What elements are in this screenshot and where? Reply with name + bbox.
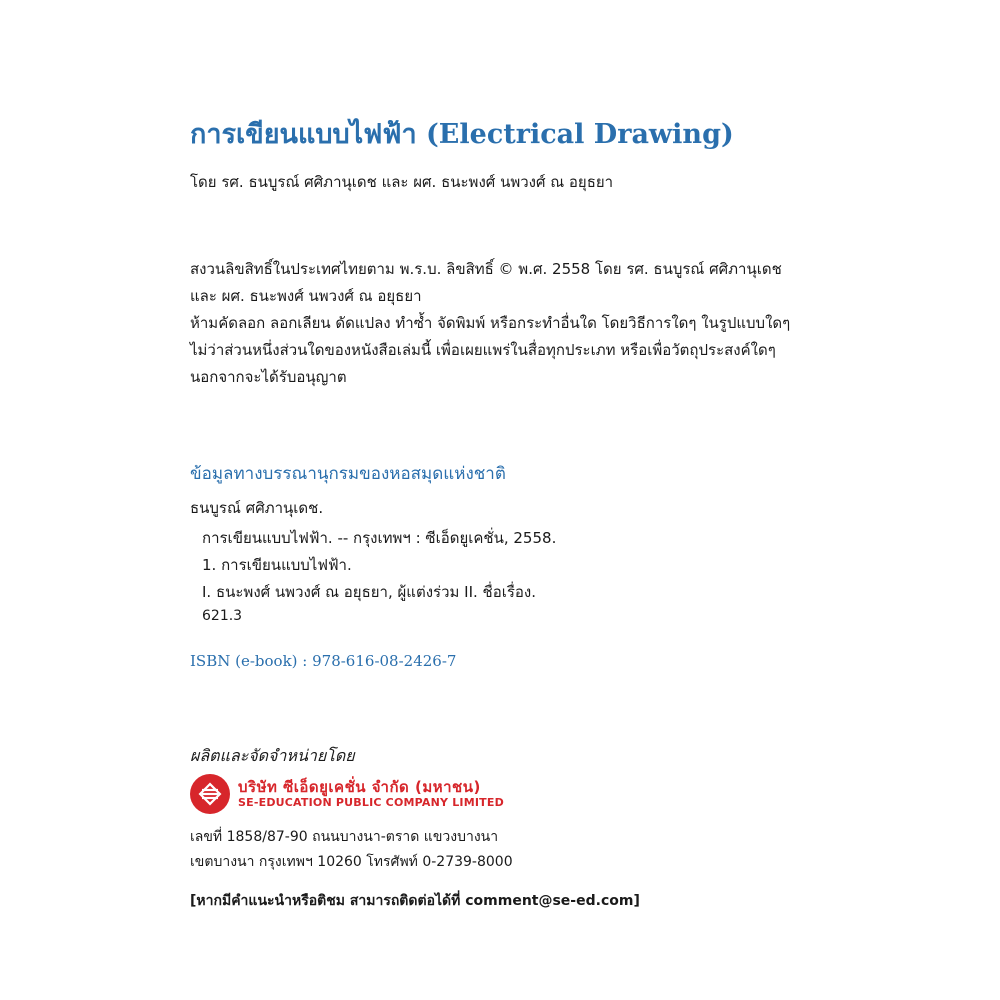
copyright-notice: [190, 256, 790, 391]
company-address: เขตบางนา กรุงเทพฯ 10260 โทรศัพท์ 0-2739-8000: [190, 854, 513, 870]
company-address: เลขที่ 1858/87-90 ถนนบางนา-ตราด แขวงบางนา: [190, 829, 499, 845]
cip-line: 1. การเขียนแบบไฟฟ้า.: [202, 556, 352, 574]
book-authors: โดย รศ. ธนบูรณ์ ศศิภานุเดช และ ผศ. ธนะพงศ์ นพวงศ์ ณ อยุธยา: [190, 173, 614, 191]
produced-by-label: ผลิตและจัดจำหน่ายโดย: [190, 746, 355, 765]
comment-contact: [หากมีคำแนะนำหรือติชม สามารถติดต่อได้ที่ comment@se-ed.com]: [190, 893, 640, 909]
cip-heading: ข้อมูลทางบรรณานุกรมของหอสมุดแห่งชาติ: [190, 464, 506, 484]
company-name-english: SE-EDUCATION PUBLIC COMPANY LIMITED: [238, 796, 504, 809]
se-ed-logo-icon: [190, 774, 230, 814]
cip-main-entry: ธนบูรณ์ ศศิภานุเดช.: [190, 499, 324, 517]
cip-line: การเขียนแบบไฟฟ้า. -- กรุงเทพฯ : ซีเอ็ดยูเคชั่น, 2558.: [202, 529, 557, 547]
copyright-line: ไม่ว่าส่วนหนึ่งส่วนใดของหนังสือเล่มนี้ เพื่อเผยแพร่ในสื่อทุกประเภท หรือเพื่อวัตถุประสงค์ใดๆ: [190, 341, 776, 359]
copyright-line: ห้ามคัดลอก ลอกเลียน ดัดแปลง ทำซ้ำ จัดพิมพ์ หรือกระทำอื่นใด โดยวิธีการใดๆ ในรูปแบบใดๆ: [190, 314, 791, 332]
cip-classification: 621.3: [202, 608, 243, 624]
book-title: การเขียนแบบไฟฟ้า (Electrical Drawing): [190, 119, 734, 150]
cip-line: I. ธนะพงศ์ นพวงศ์ ณ อยุธยา, ผู้แต่งร่วม II. ชื่อเรื่อง.: [202, 583, 537, 601]
copyright-line: นอกจากจะได้รับอนุญาต: [190, 368, 347, 386]
logo-mark: [190, 774, 230, 814]
copyright-line: สงวนลิขสิทธิ์ในประเทศไทยตาม พ.ร.บ. ลิขสิทธิ์ © พ.ศ. 2558 โดย รศ. ธนบูรณ์ ศศิภานุเดช: [190, 260, 782, 278]
isbn: ISBN (e-book) : 978-616-08-2426-7: [190, 652, 457, 670]
company-name-thai: บริษัท ซีเอ็ดยูเคชั่น จำกัด (มหาชน): [238, 778, 481, 796]
copyright-line: และ ผศ. ธนะพงศ์ นพวงศ์ ณ อยุธยา: [190, 287, 422, 305]
